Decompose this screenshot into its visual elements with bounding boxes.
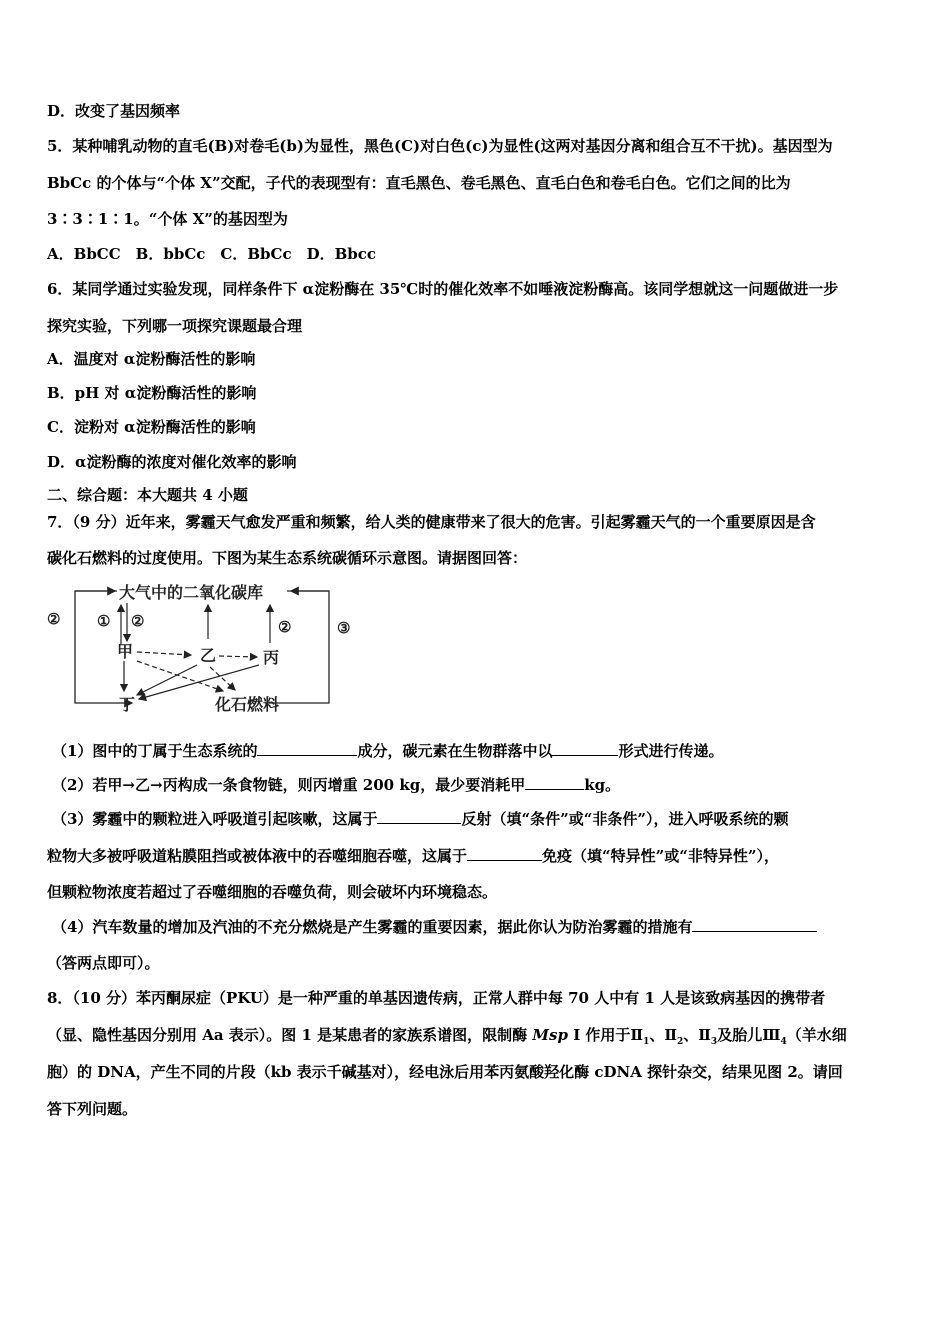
answer-blank bbox=[467, 846, 542, 861]
q7-stem-line2: 碳化石燃料的过度使用。下图为某生态系统碳循环示意图。请据图回答： bbox=[47, 549, 528, 567]
q7-sub1 bbox=[52, 741, 723, 761]
q6-option-b: B．pH 对 α淀粉酶活性的影响 bbox=[47, 384, 257, 402]
q7-stem-line1: 7．（9 分）近年来，雾霾天气愈发严重和频繁，给人类的健康带来了很大的危害。引起雾霾天气的一个重要原因是含 bbox=[47, 513, 816, 531]
answer-blank bbox=[377, 809, 461, 824]
q7-sub4-text-a: （4）汽车数量的增加及汽油的不充分燃烧是产生雾霾的重要因素，据此你认为防治雾霾的措施有 bbox=[52, 918, 693, 936]
q8-stem-line2 bbox=[47, 1025, 847, 1052]
subscript-3: 3 bbox=[710, 1037, 718, 1047]
label-jia: 甲 bbox=[117, 642, 134, 661]
arrow-jia-to-yi bbox=[137, 652, 191, 655]
q6-option-d: D．α淀粉酶的浓度对催化效率的影响 bbox=[47, 453, 297, 471]
q8-sep-1: 、Ⅱ bbox=[649, 1026, 677, 1044]
label-atmosphere: 大气中的二氧化碳库 bbox=[119, 583, 264, 602]
label-circle-1: ① bbox=[97, 612, 111, 630]
label-fossil: 化石燃料 bbox=[215, 695, 280, 714]
q6-option-a: A．温度对 α淀粉酶活性的影响 bbox=[47, 350, 256, 368]
arrow-yi-to-fossil bbox=[210, 667, 235, 690]
q5-options: A．BbCC B．bbCc C．BbCc D．Bbcc bbox=[47, 245, 377, 263]
q7-sub1-text-a: （1）图中的丁属于生态系统的 bbox=[52, 742, 258, 760]
answer-blank bbox=[525, 775, 584, 790]
section-heading: 二、综合题：本大题共 4 小题 bbox=[47, 486, 248, 504]
q8-sep-3: 及胎儿Ⅲ bbox=[717, 1026, 781, 1044]
q7-sub3-text-a: （3）雾霾中的颗粒进入呼吸道引起咳嗽，这属于 bbox=[52, 810, 378, 828]
label-ding: 丁 bbox=[119, 695, 136, 714]
q7-sub2-text-b: kg。 bbox=[584, 776, 621, 794]
q7-sub2-text-a: （2）若甲→乙→丙构成一条食物链，则丙增重 200 kg，最少要消耗甲 bbox=[52, 776, 526, 794]
q7-sub3-text-b: 反射（填“条件”或“非条件”），进入呼吸系统的颗 bbox=[461, 810, 789, 828]
frame-left-line bbox=[75, 591, 117, 703]
arrow-jia-to-fossil bbox=[137, 661, 223, 691]
q8-line2-text-a: （显、隐性基因分别用 Aa 表示）。图 1 是某患者的家族系谱图，限制酶 bbox=[47, 1026, 533, 1044]
q7-sub3-line1 bbox=[52, 809, 788, 829]
q6-stem-line1: 6．某同学通过实验发现，同样条件下 α淀粉酶在 35℃时的催化效率不如唾液淀粉酶高。该同学想就这一问题做进一步 bbox=[47, 280, 839, 298]
q8-stem-line1: 8．（10 分）苯丙酮尿症（PKU）是一种严重的单基因遗传病，正常人群中每 70 人中有 1 人是该致病基因的携带者 bbox=[47, 989, 826, 1007]
q7-sub4-line1 bbox=[52, 917, 817, 937]
q7-sub3-text-c: 粒物大多被呼吸道粘膜阻挡或被体液中的吞噬细胞吞噬，这属于 bbox=[47, 847, 468, 865]
q7-sub1-text-b: 成分，碳元素在生物群落中以 bbox=[357, 742, 553, 760]
frame-right-line bbox=[265, 591, 329, 703]
q5-stem-line3: 3∶3∶1∶1。“个体 X”的基因型为 bbox=[47, 210, 288, 228]
q7-sub3-line3: 但颗粒物浓度若超过了吞噬细胞的吞噬负荷，则会破坏内环境稳态。 bbox=[47, 883, 498, 901]
q6-option-c: C．淀粉对 α淀粉酶活性的影响 bbox=[47, 418, 256, 436]
q8-line2-text-b: I 作用于Ⅱ bbox=[567, 1026, 644, 1044]
subscript-1: 1 bbox=[643, 1037, 650, 1047]
q5-stem-line2: BbCc 的个体与“个体 X”交配，子代的表现型有：直毛黑色、卷毛黑色、直毛白色和卷毛白色。它们之间的比为 bbox=[47, 174, 791, 192]
q4-option-d: D．改变了基因频率 bbox=[47, 102, 181, 120]
answer-blank bbox=[257, 741, 357, 756]
answer-blank bbox=[692, 917, 817, 932]
q7-sub2 bbox=[52, 775, 620, 795]
q7-sub1-text-c: 形式进行传递。 bbox=[618, 742, 724, 760]
subscript-2: 2 bbox=[677, 1037, 684, 1047]
enzyme-name: Msp bbox=[532, 1026, 568, 1044]
label-circle-3: ③ bbox=[337, 619, 351, 637]
arrow-yi-to-bing bbox=[219, 656, 257, 657]
q7-sub3-line2 bbox=[47, 846, 779, 866]
label-circle-2-mid: ② bbox=[131, 612, 145, 630]
label-bing: 丙 bbox=[263, 648, 280, 667]
q6-stem-line2: 探究实验，下列哪一项探究课题最合理 bbox=[47, 317, 303, 335]
q5-stem-line1: 5．某种哺乳动物的直毛(B)对卷毛(b)为显性，黑色(C)对白色(c)为显性(这两对基因分离和组合互不干扰)。基因型为 bbox=[47, 137, 833, 155]
q8-line2-text-c: （羊水细 bbox=[786, 1026, 847, 1044]
answer-blank bbox=[552, 741, 618, 756]
label-circle-2-left: ② bbox=[47, 610, 61, 628]
label-circle-2-right: ② bbox=[278, 618, 292, 636]
q8-stem-line4: 答下列问题。 bbox=[47, 1100, 138, 1118]
subscript-4: 4 bbox=[780, 1037, 787, 1047]
q7-sub4-line2: （答两点即可）。 bbox=[47, 954, 160, 972]
carbon-cycle-diagram bbox=[45, 577, 365, 717]
q8-sep-2: 、Ⅱ bbox=[683, 1026, 711, 1044]
q8-stem-line3: 胞）的 DNA，产生不同的片段（kb 表示千碱基对），经电泳后用苯丙氨酸羟化酶 cDNA 探针杂交，结果见图 2。请回 bbox=[47, 1063, 843, 1081]
label-yi: 乙 bbox=[200, 646, 217, 665]
q7-sub3-text-d: 免疫（填“特异性”或“非特异性”）， bbox=[542, 847, 780, 865]
